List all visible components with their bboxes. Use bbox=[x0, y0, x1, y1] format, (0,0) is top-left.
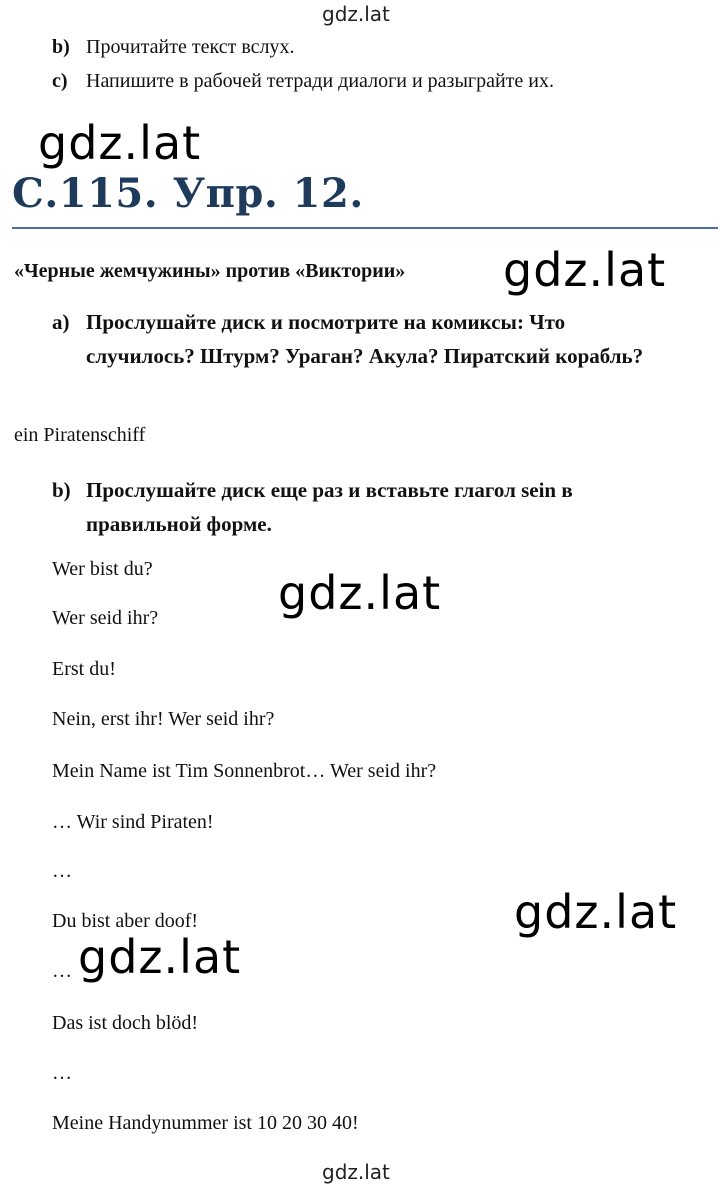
dialogue-line: Das ist doch blöd! bbox=[52, 1012, 199, 1034]
task-text: Прослушайте диск еще раз и вставьте глагол sein в правильной форме. bbox=[86, 478, 573, 536]
dialogue-line: Wer seid ihr? bbox=[52, 607, 159, 629]
dialogue-line: … bbox=[52, 960, 72, 982]
section-subtitle: «Черные жемчужины» против «Виктории» bbox=[14, 260, 406, 282]
item-text: Напишите в рабочей тетради диалоги и разыграйте их. bbox=[86, 70, 554, 92]
answer-a: ein Piratenschiff bbox=[14, 424, 146, 446]
dialogue-line: Erst du! bbox=[52, 658, 116, 680]
task-a bbox=[52, 305, 662, 373]
task-b bbox=[52, 473, 662, 541]
item-label: c) bbox=[52, 70, 68, 92]
list-item-b bbox=[52, 36, 295, 59]
dialogue-line: Wer bist du? bbox=[52, 558, 153, 580]
task-label: a) bbox=[52, 310, 70, 334]
watermark-large-4: gdz.lat bbox=[514, 885, 678, 939]
watermark-large-3: gdz.lat bbox=[278, 566, 442, 620]
watermark-large-2: gdz.lat bbox=[503, 243, 667, 297]
watermark-large-1: gdz.lat bbox=[38, 116, 202, 170]
item-label: b) bbox=[52, 36, 70, 58]
heading-divider bbox=[12, 227, 718, 229]
dialogue-line: Du bist aber doof! bbox=[52, 910, 199, 932]
watermark-large-5: gdz.lat bbox=[78, 930, 242, 984]
dialogue-line: … Wir sind Piraten! bbox=[52, 811, 214, 833]
task-label: b) bbox=[52, 478, 71, 502]
task-text: Прослушайте диск и посмотрите на комиксы: Что случилось? Штурм? Ураган? Акула? Пиратский корабль? bbox=[86, 310, 644, 368]
page-title: С.115. Упр. 12. bbox=[12, 170, 364, 217]
watermark-bottom: gdz.lat bbox=[322, 1160, 390, 1184]
watermark-top: gdz.lat bbox=[322, 2, 390, 26]
list-item-c bbox=[52, 70, 554, 93]
dialogue-line: … bbox=[52, 1062, 72, 1084]
item-text: Прочитайте текст вслух. bbox=[86, 36, 295, 58]
dialogue-line: … bbox=[52, 860, 72, 882]
dialogue-line: Mein Name ist Tim Sonnenbrot… Wer seid ihr? bbox=[52, 760, 437, 782]
dialogue-line: Meine Handynummer ist 10 20 30 40! bbox=[52, 1112, 359, 1134]
dialogue-line: Nein, erst ihr! Wer seid ihr? bbox=[52, 708, 275, 730]
